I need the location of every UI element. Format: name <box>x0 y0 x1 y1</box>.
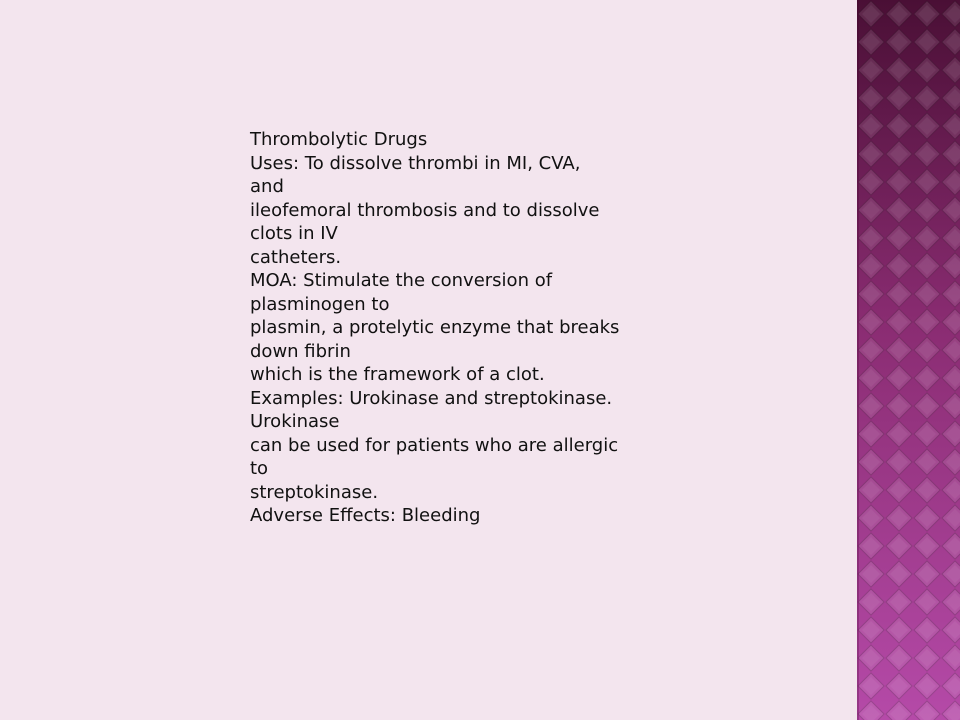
text-line: which is the framework of a clot. <box>250 364 545 385</box>
slide-title-line: Thrombolytic Drugs <box>250 129 428 150</box>
text-line: Urokinase <box>250 411 340 432</box>
decorative-side-band <box>857 0 960 720</box>
text-line: catheters. <box>250 246 342 268</box>
text-line: streptokinase. <box>250 481 379 503</box>
text-line: MOA: Stimulate the conversion of <box>250 270 553 291</box>
text-line: Adverse Effects: Bleeding <box>250 505 481 526</box>
text-line: ileofemoral thrombosis and to dissolve <box>250 199 600 221</box>
text-line: plasminogen to <box>250 293 390 315</box>
text-line: and <box>250 176 284 197</box>
slide-text-block <box>250 128 830 528</box>
text-line: Examples: Urokinase and streptokinase. <box>250 387 613 409</box>
text-line: can be used for patients who are allergic <box>250 434 619 456</box>
text-line: plasmin, a protelytic enzyme that breaks <box>250 317 620 338</box>
text-line: clots in IV <box>250 223 338 244</box>
text-line: down fibrin <box>250 340 351 362</box>
text-line: to <box>250 458 269 479</box>
diamond-pattern-graphic <box>857 0 960 720</box>
text-line: Uses: To dissolve thrombi in MI, CVA, <box>250 152 581 174</box>
